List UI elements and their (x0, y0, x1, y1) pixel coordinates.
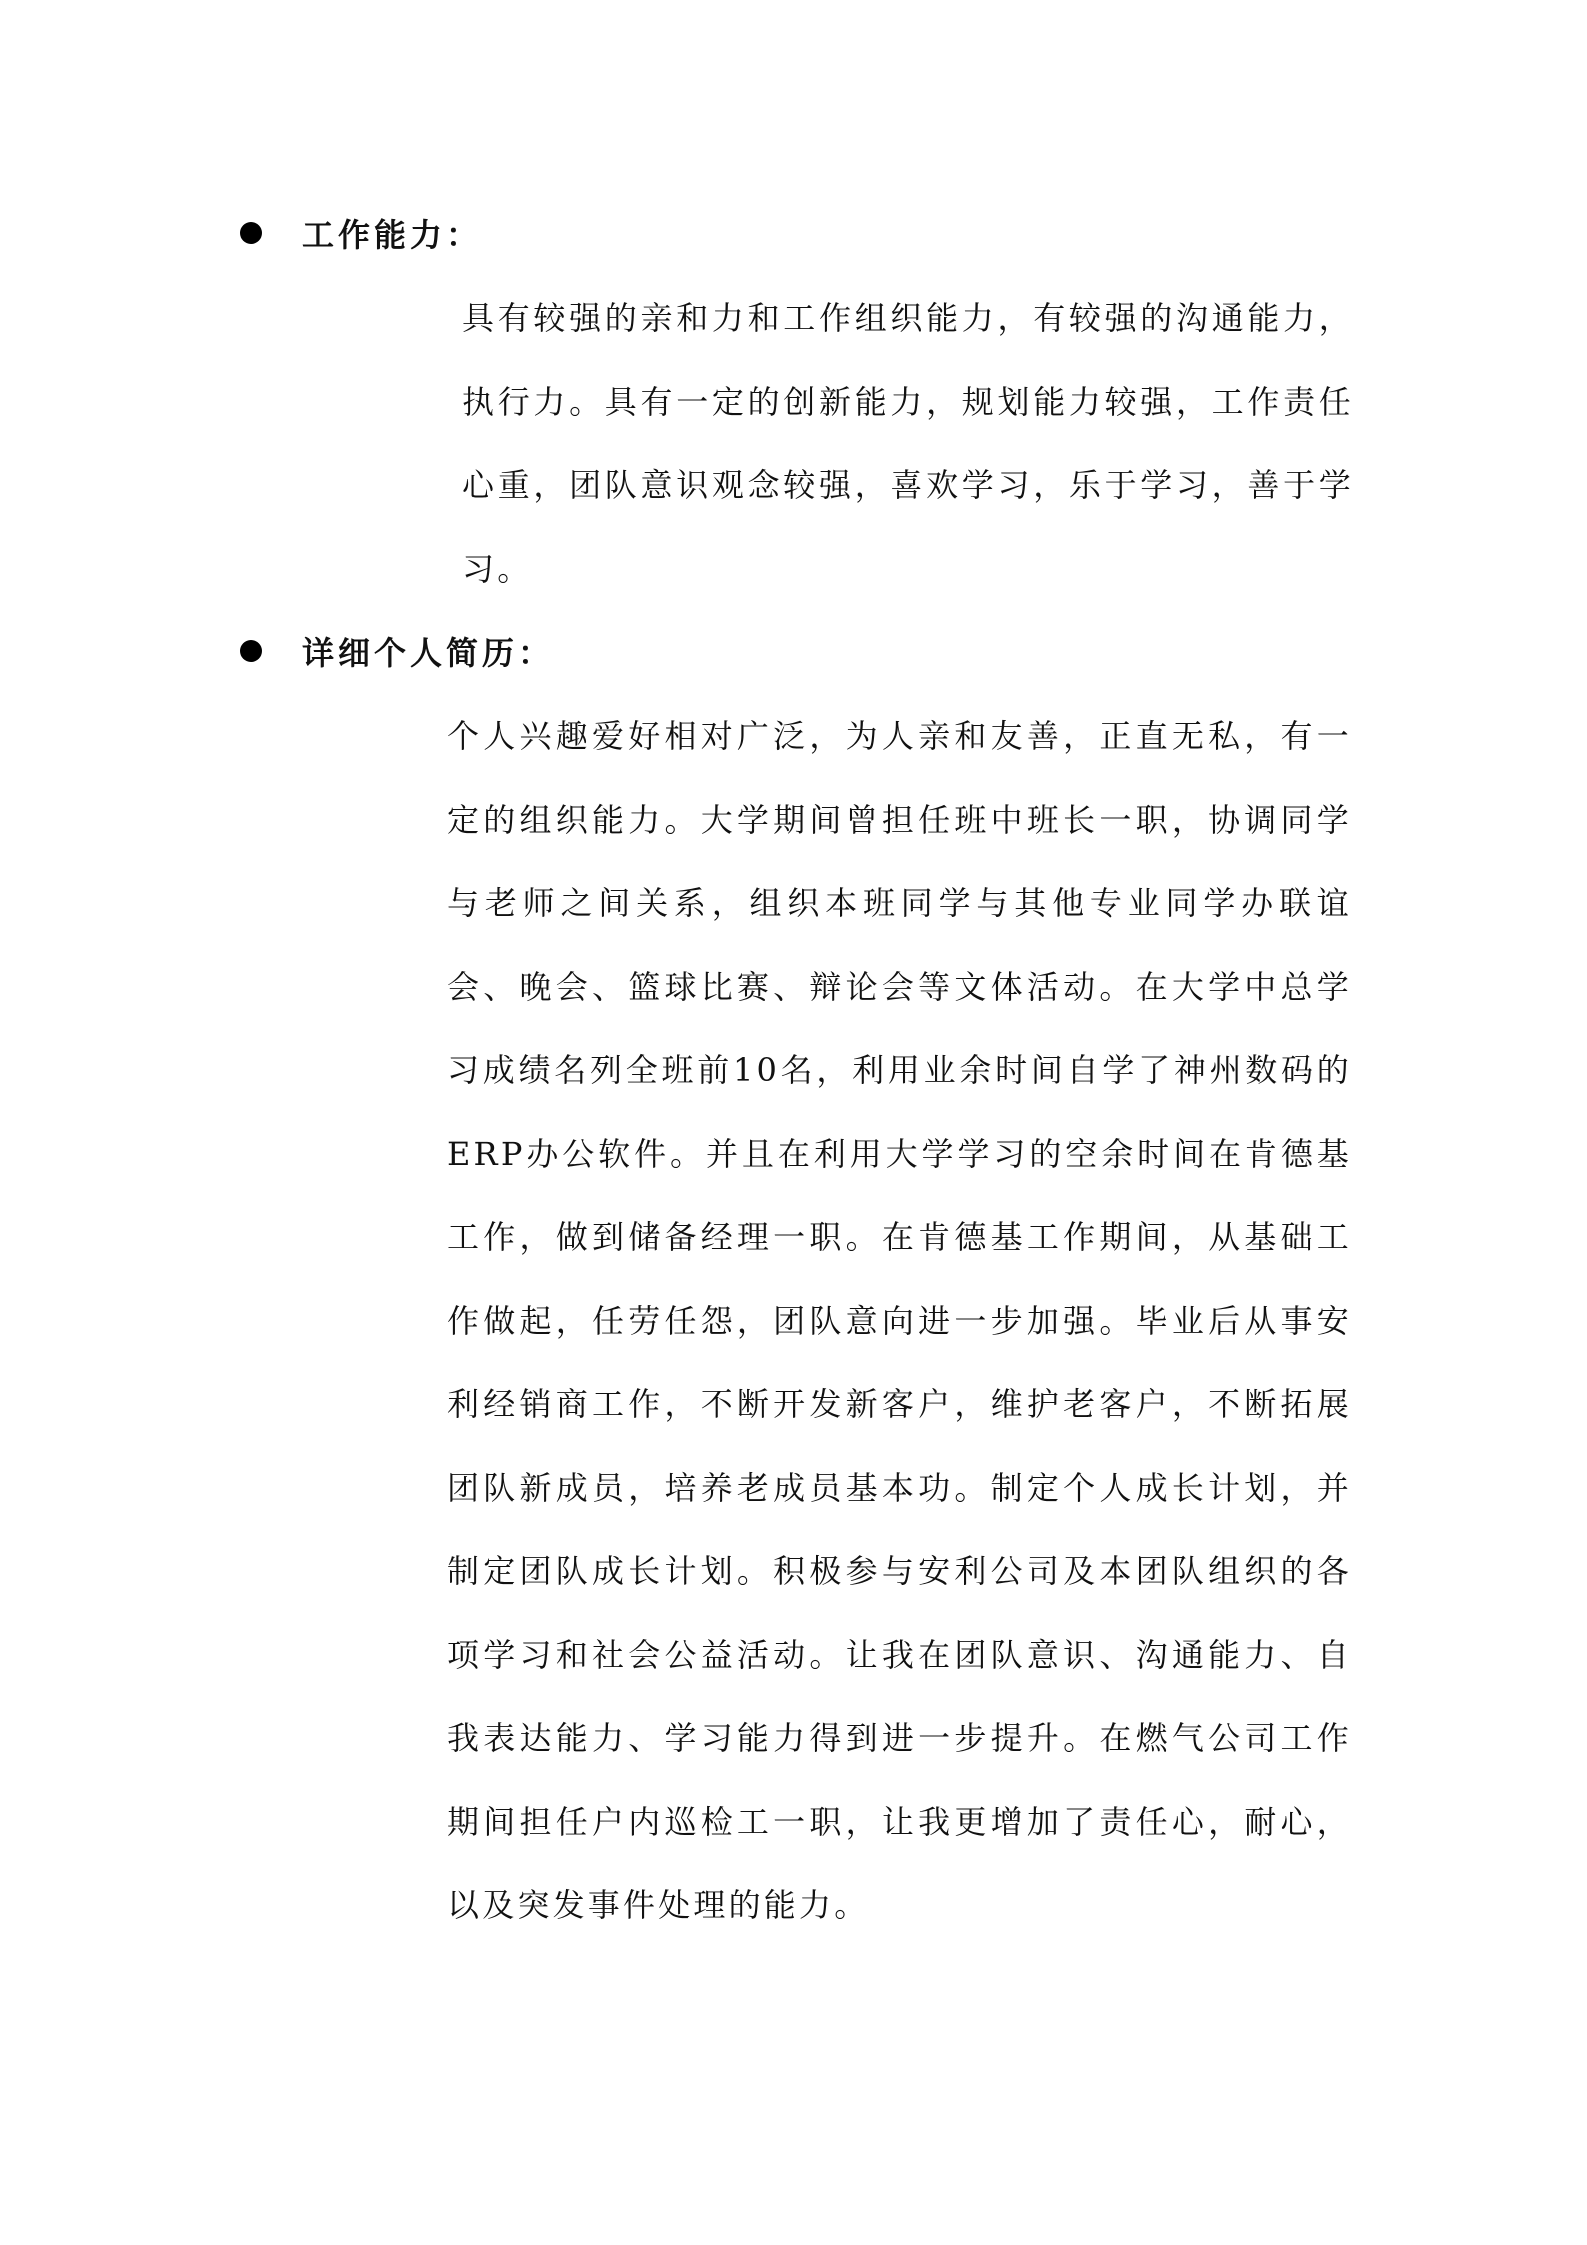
work-ability-paragraph: 具有较强的亲和力和工作组织能力，有较强的沟通能力，执行力。具有一定的创新能力，规划能力较强，工作责任心重，团队意识观念较强，喜欢学习，乐于学习，善于学习。 (462, 299, 1354, 588)
section-heading-work-ability (240, 203, 482, 263)
bullet-icon (240, 640, 262, 662)
section-heading-text: 详细个人简历： (302, 634, 555, 672)
section-heading-resume (240, 621, 554, 681)
section-heading-text: 工作能力： (302, 216, 483, 254)
bullet-icon (240, 222, 262, 244)
resume-paragraph: 个人兴趣爱好相对广泛，为人亲和友善，正直无私，有一定的组织能力。大学期间曾担任班中班长一职，协调同学与老师之间关系，组织本班同学与其他专业同学办联谊会、晚会、篮球比赛、辩论会等文体活动。在大学中总学习成绩名列全班前10名，利用业余时间自学了神州数码的ERP办公软件。并且在利用大学学习的空余时间在肯德基工作，做到储备经理一职。在肯德基工作期间，从基础工作做起，任劳任怨，团队意向进一步加强。毕业后从事安利经销商工作，不断开发新客户，维护老客户，不断拓展团队新成员，培养老成员基本功。制定个人成长计划，并制定团队成长计划。积极参与安利公司及本团队组织的各项学习和社会公益活动。让我在团队意识、沟通能力、自我表达能力、学习能力得到进一步提升。在燃气公司工作期间担任户内巡检工一职，让我更增加了责任心，耐心，以及突发事件处理的能力。 (447, 717, 1352, 1924)
